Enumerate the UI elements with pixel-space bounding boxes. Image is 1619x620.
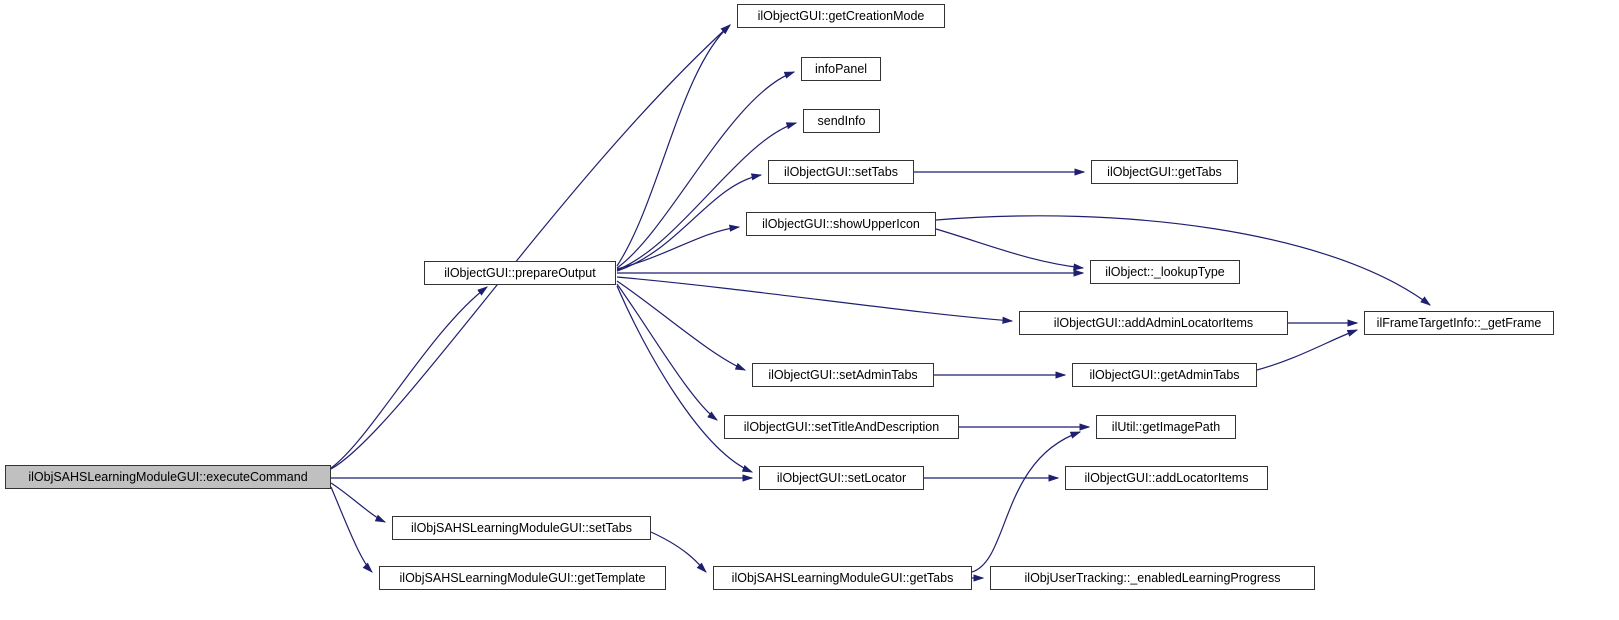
graph-node-label: ilObjSAHSLearningModuleGUI::executeCommand [28,469,308,484]
graph-edge [972,432,1080,572]
graph-node[interactable] [713,566,972,590]
graph-node[interactable] [803,109,880,133]
graph-edge [617,281,745,370]
graph-node[interactable] [379,566,666,590]
graph-node[interactable] [737,4,945,28]
graph-node-label: ilObjUserTracking::_enabledLearningProgress [1024,570,1281,585]
graph-node-label: ilObjectGUI::getAdminTabs [1089,367,1240,382]
graph-node-label: ilObjectGUI::setAdminTabs [768,367,918,382]
graph-edge [936,229,1083,268]
graph-node[interactable] [752,363,934,387]
graph-edge [617,277,1012,321]
graph-node-label: ilObject::_lookupType [1105,264,1225,279]
graph-node[interactable] [5,465,331,489]
graph-edge [331,487,372,572]
graph-node[interactable] [1065,466,1268,490]
graph-node-label: sendInfo [817,113,866,128]
graph-node[interactable] [759,466,924,490]
graph-node-label: ilObjectGUI::setTitleAndDescription [743,419,940,434]
graph-node[interactable] [746,212,936,236]
graph-node-label: ilFrameTargetInfo::_getFrame [1376,315,1542,330]
graph-node-label: ilObjectGUI::setLocator [776,470,907,485]
graph-node[interactable] [1096,415,1236,439]
graph-node[interactable] [1090,260,1240,284]
graph-node[interactable] [990,566,1315,590]
graph-node[interactable] [1091,160,1238,184]
graph-node[interactable] [768,160,914,184]
graph-node-label: ilObjectGUI::getTabs [1107,164,1222,179]
graph-edge [617,123,796,270]
graph-node-label: ilObjectGUI::addAdminLocatorItems [1053,315,1254,330]
graph-node-label: ilObjSAHSLearningModuleGUI::getTemplate [399,570,646,585]
graph-edge [1257,330,1357,370]
graph-edge [331,25,730,469]
graph-node-label: ilObjectGUI::addLocatorItems [1084,470,1249,485]
graph-node-label: ilObjectGUI::prepareOutput [444,265,596,280]
graph-node-label: ilObjectGUI::setTabs [784,164,898,179]
graph-node[interactable] [801,57,881,81]
graph-node[interactable] [424,261,616,285]
graph-edge [617,284,717,420]
graph-node-label: ilObjectGUI::getCreationMode [757,8,925,23]
graph-node-label: ilUtil::getImagePath [1111,419,1221,434]
graph-node-label: ilObjectGUI::showUpperIcon [762,216,920,231]
graph-edge [331,287,487,468]
graph-node[interactable] [1072,363,1257,387]
graph-edge [331,483,385,522]
graph-node-label: infoPanel [814,61,868,76]
graph-node[interactable] [724,415,959,439]
graph-node[interactable] [392,516,651,540]
graph-node-label: ilObjSAHSLearningModuleGUI::getTabs [731,570,954,585]
graph-node[interactable] [1019,311,1288,335]
graph-node[interactable] [1364,311,1554,335]
graph-node-label: ilObjSAHSLearningModuleGUI::setTabs [411,520,632,535]
